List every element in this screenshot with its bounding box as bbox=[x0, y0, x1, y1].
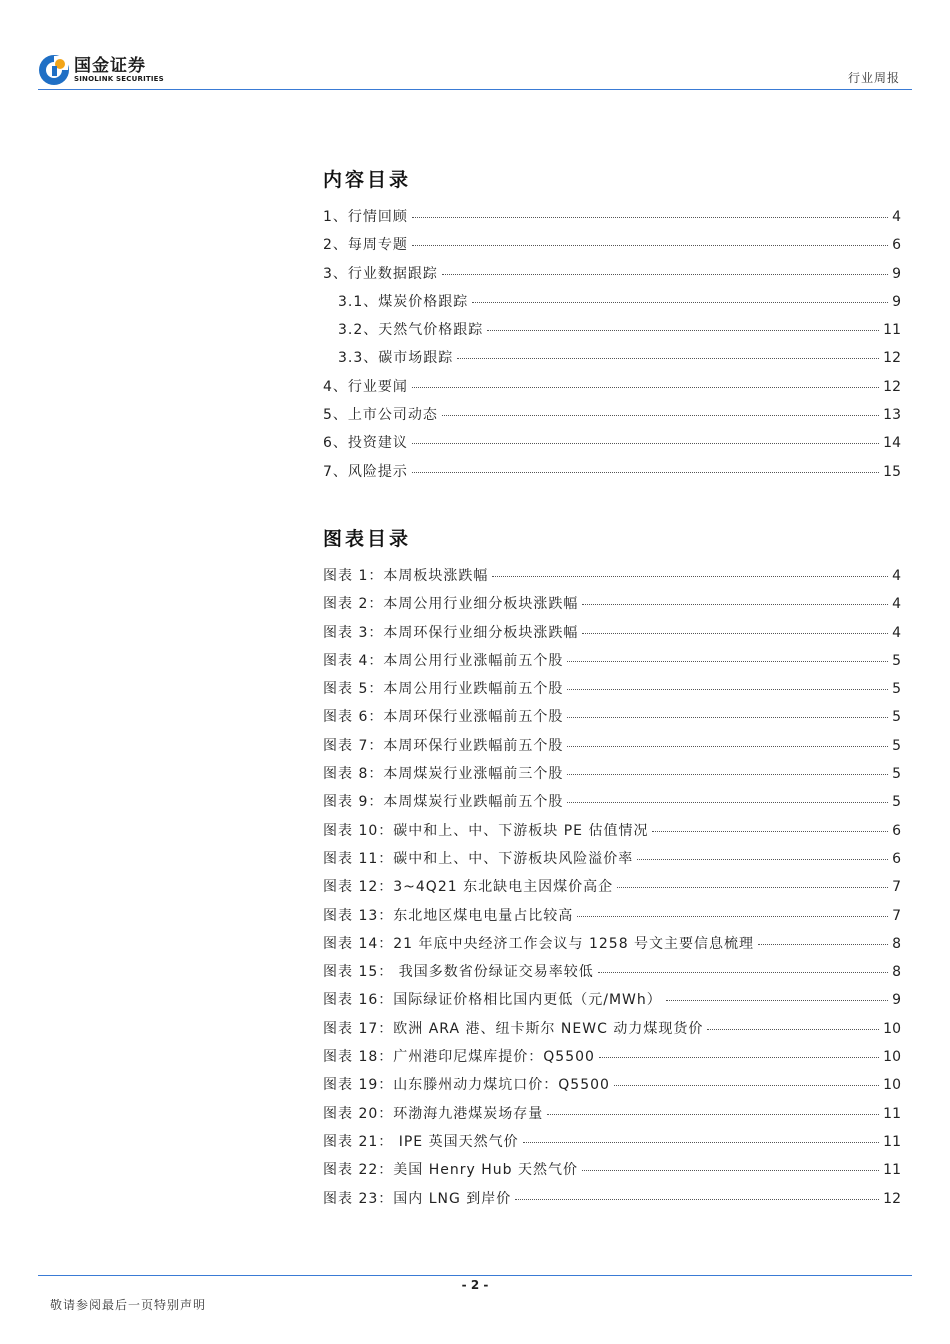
figures-entry[interactable] bbox=[323, 820, 901, 848]
contents-entry[interactable] bbox=[323, 319, 901, 347]
contents-entry-label: 4、行业要闻 bbox=[323, 378, 408, 395]
contents-title: 内容目录 bbox=[323, 169, 412, 191]
figures-entry-label: 图表 23：国内 LNG 到岸价 bbox=[323, 1190, 512, 1207]
header-divider bbox=[38, 89, 912, 90]
figures-entry[interactable] bbox=[323, 678, 901, 706]
contents-entry-page: 11 bbox=[883, 322, 901, 339]
dot-leader bbox=[582, 604, 888, 605]
dot-leader bbox=[707, 1029, 879, 1030]
figures-entry[interactable] bbox=[323, 763, 901, 791]
figures-entry-label: 图表 8：本周煤炭行业涨幅前三个股 bbox=[323, 766, 564, 783]
figures-entry-page: 4 bbox=[892, 596, 901, 613]
figures-entry-page: 7 bbox=[892, 879, 901, 896]
figures-list bbox=[323, 565, 901, 1216]
disclaimer-text: 敬请参阅最后一页特别声明 bbox=[50, 1298, 207, 1312]
dot-leader bbox=[617, 887, 888, 888]
contents-entry[interactable] bbox=[323, 404, 901, 432]
figures-entry[interactable] bbox=[323, 933, 901, 961]
figures-entry-label: 图表 18：广州港印尼煤库提价：Q5500 bbox=[323, 1049, 595, 1066]
contents-entry[interactable] bbox=[323, 432, 901, 460]
figures-entry-label: 图表 4：本周公用行业涨幅前五个股 bbox=[323, 652, 564, 669]
dot-leader bbox=[567, 689, 888, 690]
figures-entry-page: 6 bbox=[892, 822, 901, 839]
figures-entry[interactable] bbox=[323, 989, 901, 1017]
contents-entry[interactable] bbox=[323, 347, 901, 375]
logo-chinese-name: 国金证券 bbox=[74, 55, 146, 76]
page-number: - 2 - bbox=[461, 1278, 489, 1292]
figures-entry-page: 8 bbox=[892, 935, 901, 952]
contents-entry-label: 3.2、天然气价格跟踪 bbox=[338, 322, 484, 339]
dot-leader bbox=[582, 1170, 879, 1171]
dot-leader bbox=[567, 802, 888, 803]
contents-entry-page: 9 bbox=[892, 265, 901, 282]
figures-entry[interactable] bbox=[323, 1131, 901, 1159]
page-header bbox=[38, 52, 912, 92]
figures-entry-page: 5 bbox=[892, 709, 901, 726]
contents-entry-page: 6 bbox=[892, 237, 901, 254]
document-type: 行业周报 bbox=[847, 71, 900, 85]
contents-entry-label: 5、上市公司动态 bbox=[323, 407, 438, 424]
contents-entry[interactable] bbox=[323, 376, 901, 404]
contents-entry-label: 3.3、碳市场跟踪 bbox=[338, 350, 454, 367]
contents-entry[interactable] bbox=[323, 234, 901, 262]
dot-leader bbox=[567, 774, 888, 775]
dot-leader bbox=[666, 1000, 888, 1001]
figures-entry[interactable] bbox=[323, 1188, 901, 1216]
dot-leader bbox=[614, 1085, 879, 1086]
figures-entry[interactable] bbox=[323, 848, 901, 876]
figures-entry-label: 图表 22：美国 Henry Hub 天然气价 bbox=[323, 1162, 578, 1179]
contents-entry-page: 9 bbox=[892, 293, 901, 310]
dot-leader bbox=[599, 1057, 879, 1058]
logo-english-name: SINOLINK SECURITIES bbox=[74, 74, 164, 83]
dot-leader bbox=[457, 358, 879, 359]
figures-entry-page: 10 bbox=[883, 1020, 901, 1037]
contents-entry-label: 1、行情回顾 bbox=[323, 209, 408, 225]
figures-entry-page: 11 bbox=[883, 1105, 901, 1122]
figures-entry-page: 4 bbox=[892, 624, 901, 641]
figures-entry-page: 11 bbox=[883, 1133, 901, 1150]
contents-entry-page: 15 bbox=[883, 463, 901, 480]
figures-entry-page: 5 bbox=[892, 737, 901, 754]
figures-entry-label: 图表 11：碳中和上、中、下游板块风险溢价率 bbox=[323, 850, 634, 867]
figures-entry-label: 图表 15： 我国多数省份绿证交易率较低 bbox=[323, 964, 594, 981]
figures-entry[interactable] bbox=[323, 905, 901, 933]
contents-entry-page: 13 bbox=[883, 407, 901, 424]
dot-leader bbox=[472, 302, 888, 303]
figures-entry-page: 5 bbox=[892, 766, 901, 783]
figures-entry-label: 图表 21： IPE 英国天然气价 bbox=[323, 1133, 519, 1150]
footer-divider bbox=[38, 1275, 912, 1276]
figures-entry-label: 图表 19：山东滕州动力煤坑口价：Q5500 bbox=[323, 1077, 610, 1094]
contents-list bbox=[323, 206, 901, 489]
dot-leader bbox=[442, 274, 888, 275]
figures-entry[interactable] bbox=[323, 1018, 901, 1046]
contents-entry-label: 2、每周专题 bbox=[323, 237, 408, 254]
contents-entry-page: 12 bbox=[883, 378, 901, 395]
dot-leader bbox=[523, 1142, 880, 1143]
contents-entry-page: 14 bbox=[883, 435, 901, 452]
figures-entry-page: 11 bbox=[883, 1162, 901, 1179]
dot-leader bbox=[442, 415, 879, 416]
figures-entry[interactable] bbox=[323, 1074, 901, 1102]
dot-leader bbox=[412, 245, 888, 246]
figures-entry[interactable] bbox=[323, 706, 901, 734]
dot-leader bbox=[487, 330, 879, 331]
figures-section bbox=[323, 524, 901, 1216]
dot-leader bbox=[567, 661, 888, 662]
figures-entry-label: 图表 6：本周环保行业涨幅前五个股 bbox=[323, 709, 564, 726]
figures-entry[interactable] bbox=[323, 593, 901, 621]
dot-leader bbox=[515, 1199, 879, 1200]
figures-entry[interactable] bbox=[323, 1046, 901, 1074]
figures-entry-page: 5 bbox=[892, 652, 901, 669]
figures-entry-label: 图表 13：东北地区煤电电量占比较高 bbox=[323, 907, 574, 924]
figures-entry[interactable] bbox=[323, 876, 901, 904]
dot-leader bbox=[758, 944, 888, 945]
figures-entry-label: 图表 5：本周公用行业跌幅前五个股 bbox=[323, 681, 564, 698]
figures-entry-label: 图表 10：碳中和上、中、下游板块 PE 估值情况 bbox=[323, 822, 649, 839]
contents-entry[interactable] bbox=[323, 206, 901, 234]
figures-entry-label: 图表 14：21 年底中央经济工作会议与 1258 号文主要信息梳理 bbox=[323, 935, 755, 952]
figures-entry[interactable] bbox=[323, 735, 901, 763]
contents-entry-label: 3.1、煤炭价格跟踪 bbox=[338, 293, 469, 310]
contents-entry-label: 6、投资建议 bbox=[323, 435, 408, 452]
figures-entry-label: 图表 17：欧洲 ARA 港、纽卡斯尔 NEWC 动力煤现货价 bbox=[323, 1020, 704, 1037]
figures-entry-label: 图表 7：本周环保行业跌幅前五个股 bbox=[323, 737, 564, 754]
figures-entry[interactable] bbox=[323, 622, 901, 650]
figures-entry-page: 4 bbox=[892, 568, 901, 584]
contents-entry[interactable] bbox=[323, 461, 901, 489]
dot-leader bbox=[567, 717, 888, 718]
figures-entry-label: 图表 20：环渤海九港煤炭场存量 bbox=[323, 1105, 544, 1122]
dot-leader bbox=[412, 472, 879, 473]
figures-entry-page: 10 bbox=[883, 1049, 901, 1066]
figures-entry[interactable] bbox=[323, 961, 901, 989]
figures-entry-page: 12 bbox=[883, 1190, 901, 1207]
figures-entry-page: 6 bbox=[892, 850, 901, 867]
dot-leader bbox=[582, 633, 888, 634]
figures-entry[interactable] bbox=[323, 791, 901, 819]
contents-entry-page: 12 bbox=[883, 350, 901, 367]
figures-entry-label: 图表 12：3~4Q21 东北缺电主因煤价高企 bbox=[323, 879, 614, 896]
figures-entry-label: 图表 3：本周环保行业细分板块涨跌幅 bbox=[323, 624, 579, 641]
figures-entry[interactable] bbox=[323, 1159, 901, 1187]
dot-leader bbox=[637, 859, 888, 860]
figures-entry-label: 图表 9：本周煤炭行业跌幅前五个股 bbox=[323, 794, 564, 811]
dot-leader bbox=[547, 1114, 879, 1115]
contents-entry-label: 7、风险提示 bbox=[323, 463, 408, 480]
dot-leader bbox=[412, 387, 879, 388]
figures-entry-label: 图表 2：本周公用行业细分板块涨跌幅 bbox=[323, 596, 579, 613]
dot-leader bbox=[567, 746, 888, 747]
sinolink-logo-icon bbox=[38, 54, 70, 86]
figures-entry-page: 9 bbox=[892, 992, 901, 1009]
figures-entry[interactable] bbox=[323, 1103, 901, 1131]
contents-entry[interactable] bbox=[323, 263, 901, 291]
figures-entry[interactable] bbox=[323, 650, 901, 678]
contents-entry[interactable] bbox=[323, 291, 901, 319]
figures-entry-page: 5 bbox=[892, 794, 901, 811]
contents-section bbox=[323, 165, 901, 489]
figures-entry-page: 8 bbox=[892, 964, 901, 981]
dot-leader bbox=[598, 972, 888, 973]
dot-leader bbox=[577, 916, 888, 917]
dot-leader bbox=[492, 576, 888, 577]
contents-entry-page: 4 bbox=[892, 209, 901, 225]
contents-entry-label: 3、行业数据跟踪 bbox=[323, 265, 438, 282]
figures-entry-label: 图表 16：国际绿证价格相比国内更低（元/MWh） bbox=[323, 992, 662, 1009]
figures-entry[interactable] bbox=[323, 565, 901, 593]
figures-entry-page: 5 bbox=[892, 681, 901, 698]
figures-entry-page: 7 bbox=[892, 907, 901, 924]
company-logo bbox=[38, 54, 164, 86]
figures-entry-label: 图表 1：本周板块涨跌幅 bbox=[323, 568, 489, 584]
dot-leader bbox=[412, 443, 879, 444]
figures-entry-page: 10 bbox=[883, 1077, 901, 1094]
figures-title: 图表目录 bbox=[323, 528, 412, 550]
dot-leader bbox=[652, 831, 888, 832]
dot-leader bbox=[412, 217, 888, 218]
